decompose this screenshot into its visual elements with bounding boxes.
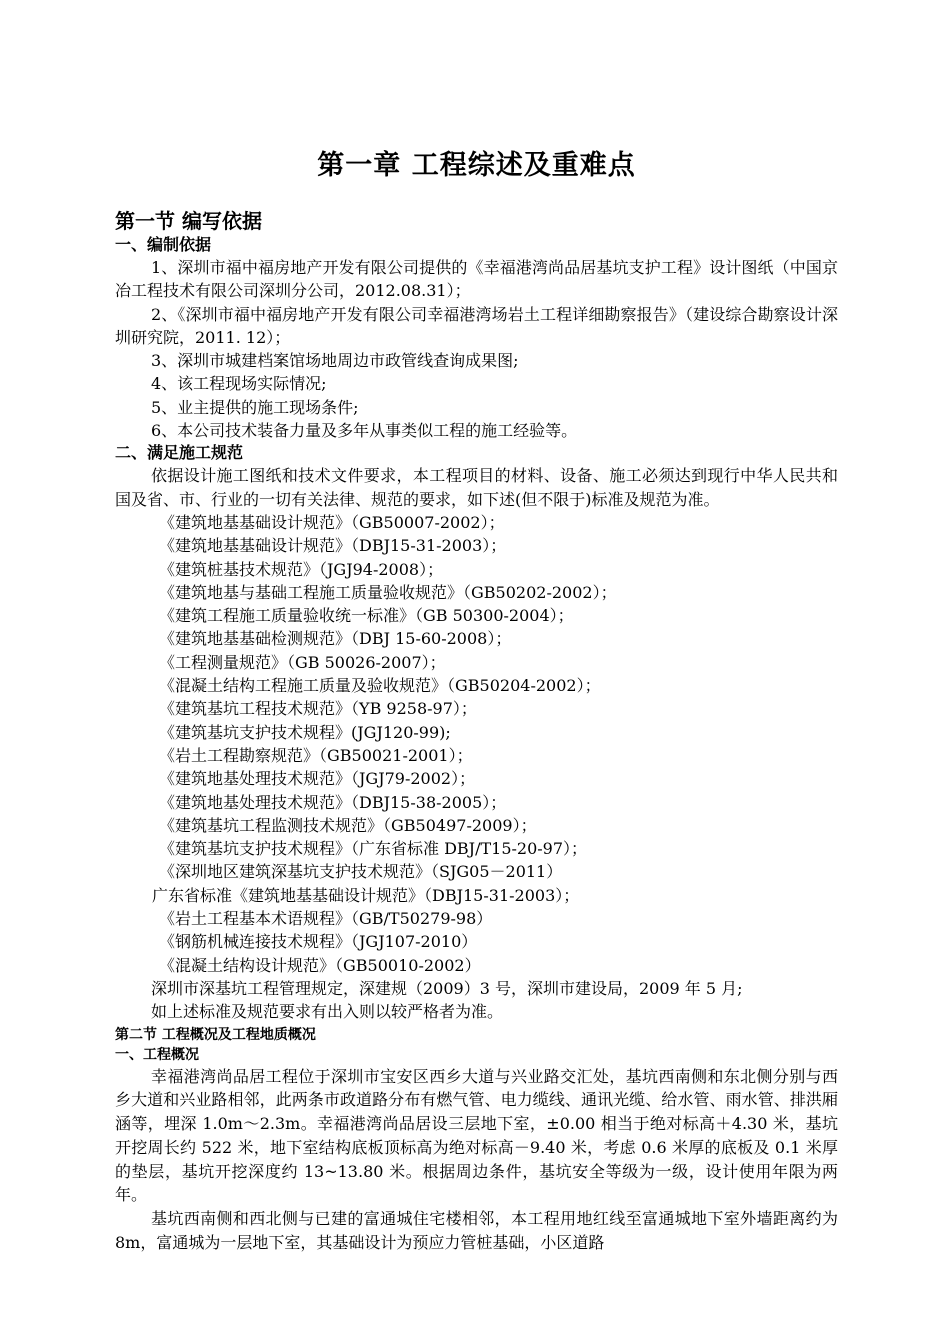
closing-line: 如上述标准及规范要求有出入则以较严格者为准。 bbox=[151, 1002, 504, 1022]
section-basis bbox=[115, 208, 838, 1024]
standard-item: 《建筑地基处理技术规范》（JGJ79-2002）； bbox=[159, 769, 476, 789]
standard-item: 《建筑桩基技术规范》（JGJ94-2008）； bbox=[159, 559, 444, 579]
standard-item-local: 广东省标准《建筑地基基础设计规范》（DBJ15-31-2003）； bbox=[152, 885, 580, 905]
basis-item: 2、《深圳市福中福房地产开发有限公司幸福港湾场岩土工程详细勘察报告》（建设综合勘察设计深圳研究院，2011. 12）； bbox=[115, 304, 838, 347]
standard-item: 《建筑基坑支护技术规程》(JGJ120-99); bbox=[159, 722, 451, 742]
standard-item: 《建筑地基基础设计规范》（DBJ15-31-2003）； bbox=[159, 536, 507, 556]
section-title: 第一节 编写依据 bbox=[115, 209, 262, 233]
part-heading: 二、满足施工规范 bbox=[115, 443, 244, 463]
basis-item: 6、本公司技术装备力量及多年从事类似工程的施工经验等。 bbox=[151, 421, 578, 441]
basis-item: 4、该工程现场实际情况; bbox=[151, 374, 327, 394]
basis-item: 1、深圳市福中福房地产开发有限公司提供的《幸福港湾尚品居基坑支护工程》设计图纸（中国京冶工程技术有限公司深圳分公司，2012.08.31）； bbox=[115, 258, 838, 301]
standard-item: 《建筑地基与基础工程施工质量验收规范》（GB50202-2002）； bbox=[159, 582, 617, 602]
standard-item: 《建筑基坑支护技术规程》（广东省标准 DBJ/T15-20-97）； bbox=[159, 839, 588, 859]
section-title: 第二节 工程概况及工程地质概况 bbox=[115, 1026, 316, 1043]
part-heading: 一、工程概况 bbox=[115, 1046, 199, 1063]
standard-item: 《混凝土结构设计规范》（GB50010-2002） bbox=[159, 955, 481, 975]
part-heading: 一、编制依据 bbox=[115, 235, 212, 254]
standard-item: 《岩土工程基本术语规程》（GB/T50279-98） bbox=[159, 909, 493, 929]
standard-item: 《建筑基坑工程监测技术规范》（GB50497-2009）； bbox=[159, 815, 537, 835]
standard-item: 《建筑基坑工程技术规范》（YB 9258-97）； bbox=[159, 699, 477, 719]
standard-item: 《建筑地基基础设计规范》（GB50007-2002）； bbox=[159, 512, 505, 532]
standard-item: 《建筑地基处理技术规范》（DBJ15-38-2005）； bbox=[159, 792, 507, 812]
regulation-line: 深圳市深基坑工程管理规定，深建规（2009）3 号，深圳市建设局，2009 年 5 月; bbox=[151, 978, 743, 998]
section-overview bbox=[115, 1024, 838, 1255]
standard-item: 《深圳地区建筑深基坑支护技术规范》（SJG05－2011） bbox=[159, 862, 563, 882]
standard-item: 《建筑地基基础检测规范》（DBJ 15-60-2008）； bbox=[159, 629, 512, 649]
basis-item: 5、业主提供的施工现场条件; bbox=[151, 397, 359, 417]
standard-item: 《建筑工程施工质量验收统一标准》（GB 50300-2004）； bbox=[159, 606, 574, 626]
overview-paragraph: 幸福港湾尚品居工程位于深圳市宝安区西乡大道与兴业路交汇处，基坑西南侧和东北侧分别与西乡大道和兴业路相邻，此两条市政道路分布有燃气管、电力缆线、通讯光缆、给水管、雨水管、排洪厢涵等，埋深 1.0m～2.3m。幸福港湾尚品居设三层地下室，±0.00 相当于绝对标高＋4.30 米，基坑开挖周长约 522 米，地下室结构底板顶标高为绝对标高－9.40 米，考虑 0.6 米厚的底板及 0.1 米厚的垫层，基坑开挖深度约 13~13.80 米。根据周边条件，基坑安全等级为一级，设计使用年限为两年。 bbox=[115, 1066, 838, 1205]
standard-item: 《岩土工程勘察规范》（GB50021-2001）； bbox=[159, 745, 473, 765]
standard-item: 《混凝土结构工程施工质量及验收规范》（GB50204-2002）； bbox=[159, 676, 601, 696]
standard-item: 《工程测量规范》（GB 50026-2007）； bbox=[159, 652, 446, 672]
overview-paragraph: 基坑西南侧和西北侧与已建的富通城住宅楼相邻，本工程用地红线至富通城地下室外墙距离约为 8m，富通城为一层地下室，其基础设计为预应力管桩基础，小区道路 bbox=[115, 1209, 838, 1253]
chapter-title: 第一章 工程综述及重难点 bbox=[317, 150, 636, 181]
standards-intro: 依据设计施工图纸和技术文件要求，本工程项目的材料、设备、施工必须达到现行中华人民共和国及省、市、行业的一切有关法律、规范的要求，如下述(但不限于)标准及规范为准。 bbox=[115, 466, 838, 509]
standard-item: 《钢筋机械连接技术规程》（JGJ107-2010） bbox=[159, 932, 478, 952]
basis-item: 3、深圳市城建档案馆场地周边市政管线查询成果图; bbox=[151, 351, 519, 371]
